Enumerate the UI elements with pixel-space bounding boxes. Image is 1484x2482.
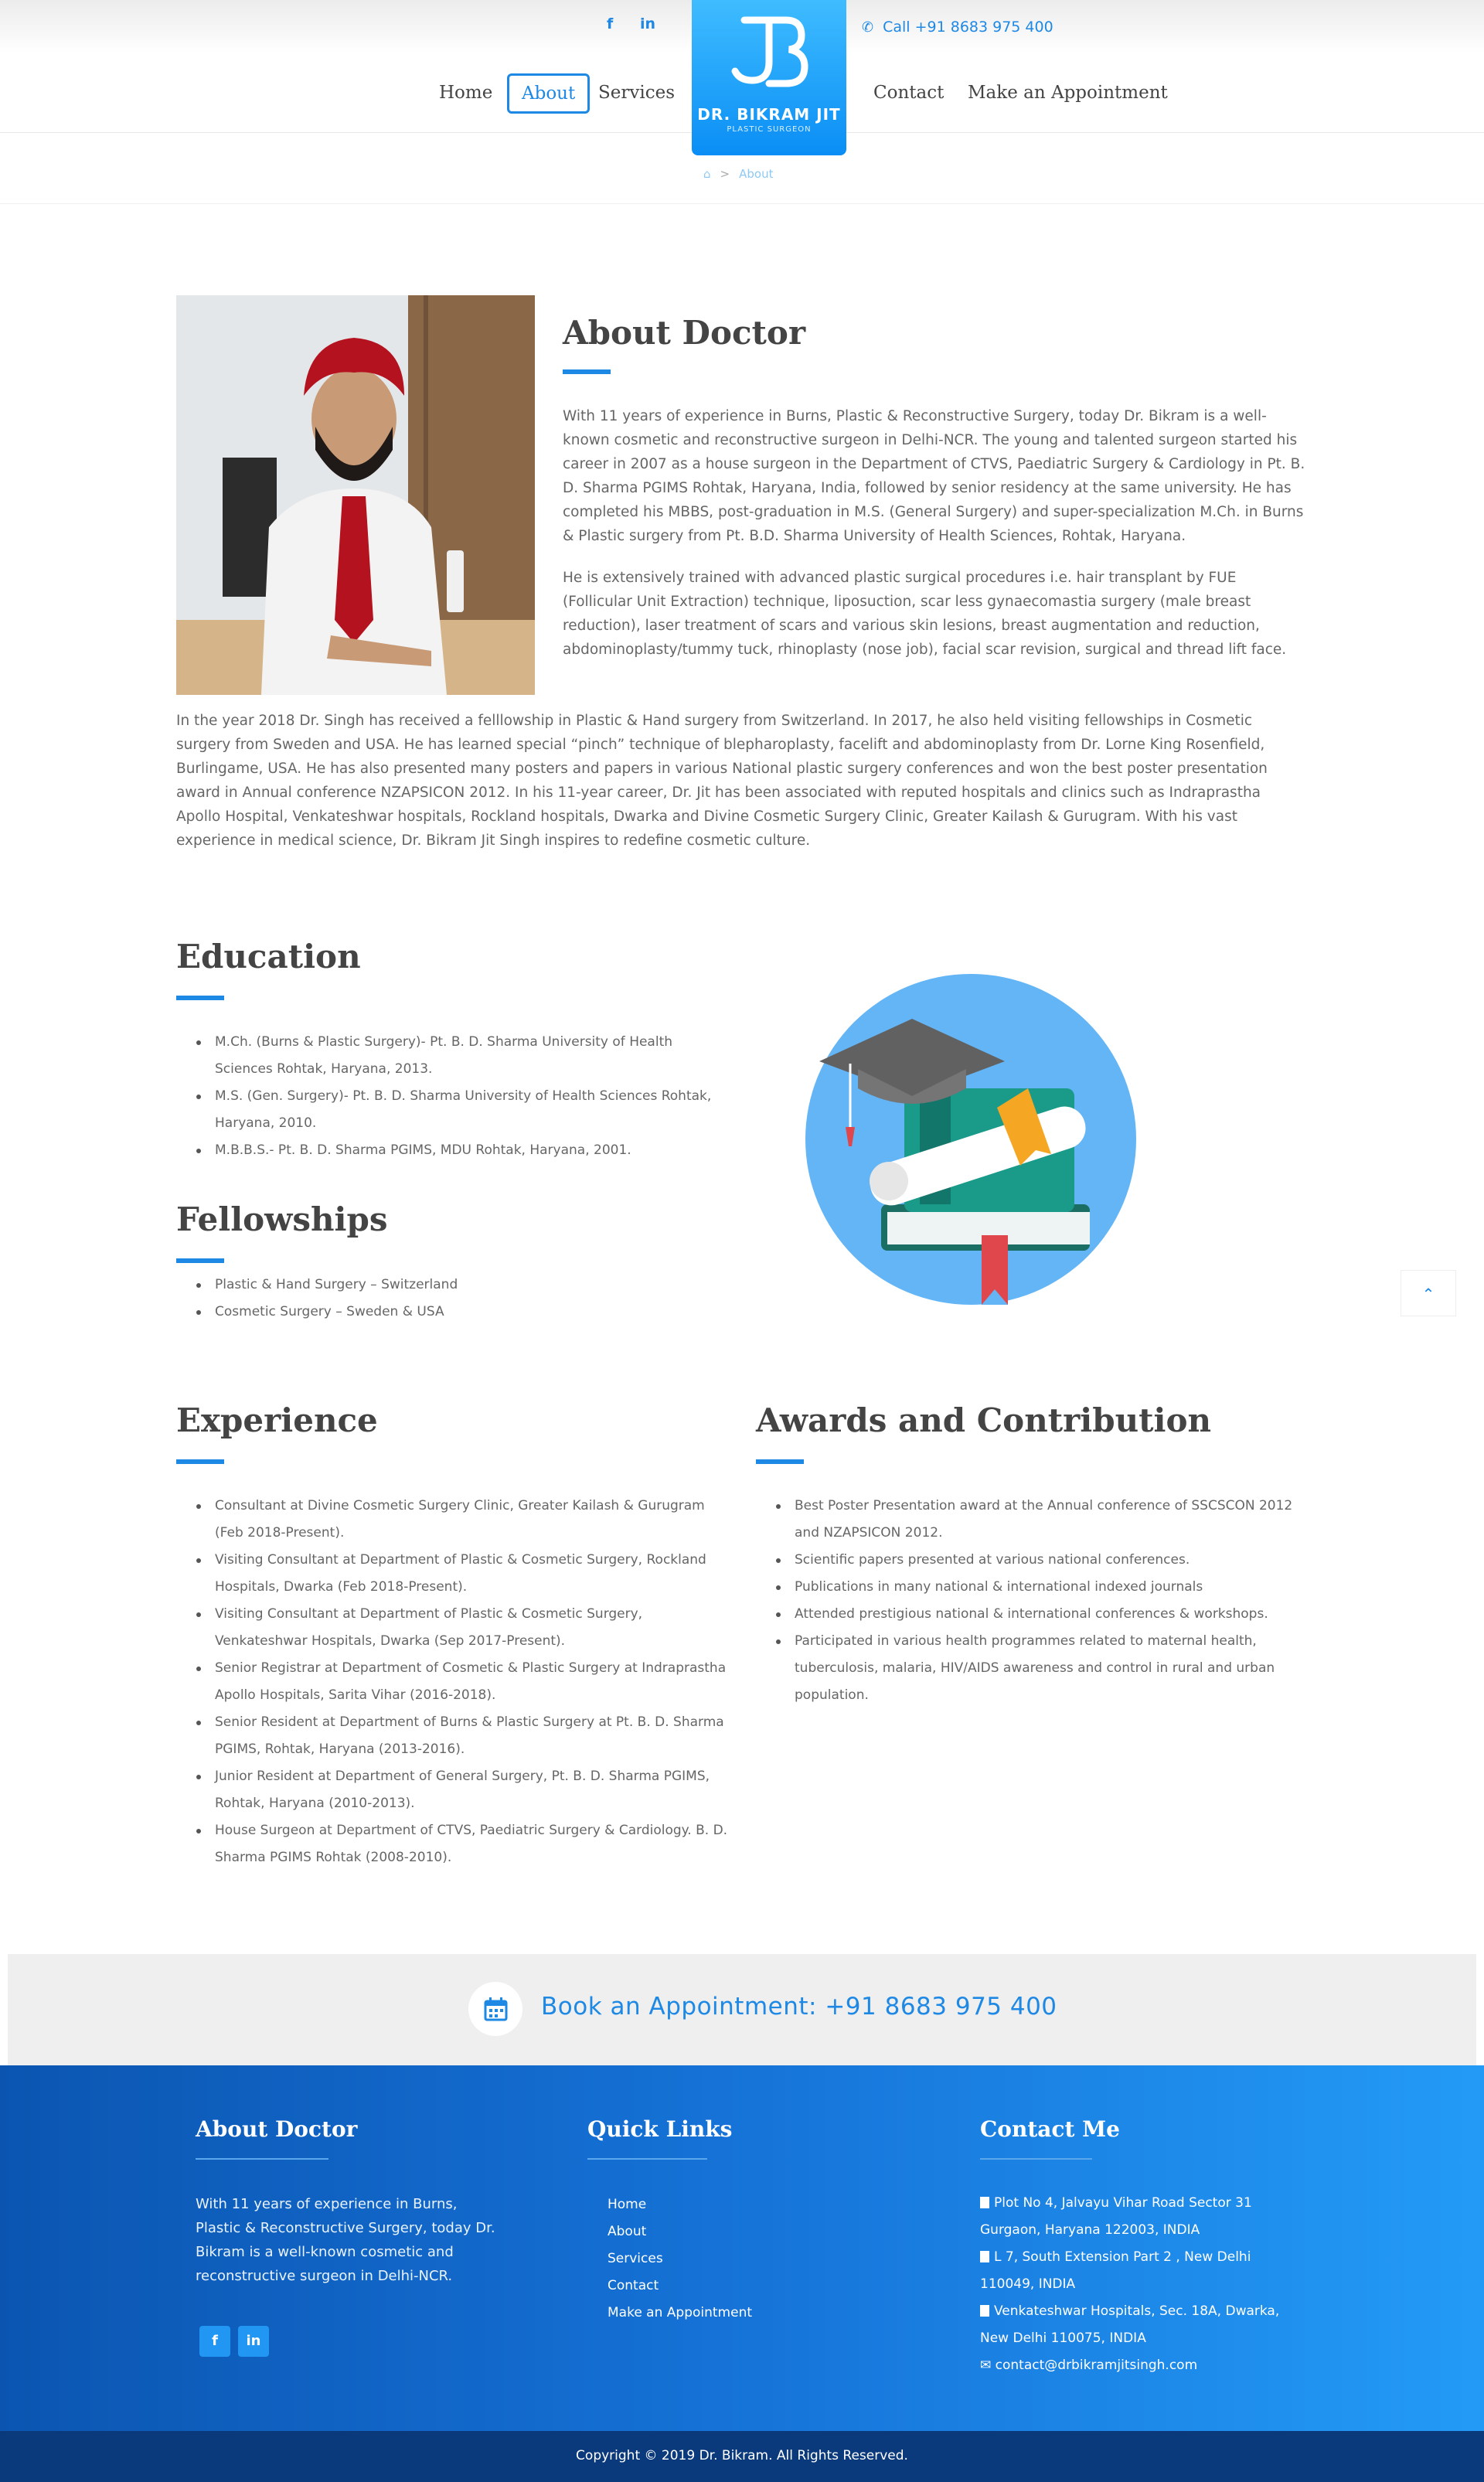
home-icon[interactable]: ⌂ bbox=[703, 167, 711, 181]
about-title-underline bbox=[563, 369, 611, 374]
logo-name: DR. BIKRAM JIT bbox=[697, 105, 841, 124]
logo-subtitle: PLASTIC SURGEON bbox=[727, 125, 812, 134]
education-title: Education bbox=[176, 938, 361, 975]
list-item: Participated in various health programmes related to maternal health, tuberculosis, malaria, HIV/AIDS awareness and control in rural and urban population. bbox=[756, 1628, 1312, 1709]
linkedin-icon[interactable]: in bbox=[640, 15, 656, 32]
list-item: Best Poster Presentation award at the Annual conference of SSCSCON 2012 and NZAPSICON 2012. bbox=[756, 1493, 1312, 1547]
about-paragraph-3: In the year 2018 Dr. Singh has received a felllowship in Plastic & Hand surgery from Switzerland. In 2017, he also held visiting fellowships in Cosmetic surgery from Sweden and USA. He has learned special “pinch” technique of blepharoplasty, facelift and abdominoplasty from Dr. Lorne King Rosenfield, Burlingame, USA. He has also presented many posters and papers in various National plastic surgery conferences and won the best poster presentation award in Annual conference NZAPSICON 2012. In his 11-year career, Dr. Jit has been associated with reputed hospitals and clinics such as Indraprastha Apollo Hospital, Venkateshwar hospitals, Rockland hospitals, Dwarka and Divine Cosmetic Surgery Clinic, Greater Kailash & Gurugram. With his vast experience in medical science, Dr. Bikram Jit Singh inspires to redefine cosmetic culture. bbox=[176, 713, 1268, 849]
site-logo[interactable] bbox=[692, 0, 846, 155]
copyright-bar bbox=[0, 2431, 1484, 2482]
list-item: Junior Resident at Department of General Surgery, Pt. B. D. Sharma PGIMS, Rohtak, Haryana (2010-2013). bbox=[176, 1763, 733, 1817]
list-item: Cosmetic Surgery – Sweden & USA bbox=[176, 1299, 733, 1326]
footer-about-underline bbox=[196, 2158, 328, 2160]
education-list bbox=[176, 1029, 733, 1164]
footer-links-underline bbox=[587, 2158, 707, 2160]
footer bbox=[0, 2065, 1484, 2431]
awards-list bbox=[756, 1493, 1312, 1709]
contact-address-3: Venkateshwar Hospitals, Sec. 18A, Dwarka, New Delhi 110075, INDIA bbox=[980, 2303, 1280, 2346]
list-item: Senior Registrar at Department of Cosmetic & Plastic Surgery at Indraprastha Apollo Hospitals, Sarita Vihar (2016-2018). bbox=[176, 1655, 733, 1709]
footer-linkedin-icon[interactable]: in bbox=[238, 2326, 269, 2357]
chevron-up-icon: ⌃ bbox=[1421, 1285, 1435, 1303]
booking-band bbox=[8, 1954, 1476, 2065]
list-item: Scientific papers presented at various national conferences. bbox=[756, 1547, 1312, 1574]
footer-contact-title: Contact Me bbox=[980, 2116, 1120, 2142]
book-appointment-link[interactable]: Book an Appointment: +91 8683 975 400 bbox=[541, 1993, 1057, 2021]
scroll-top-button[interactable] bbox=[1401, 1270, 1456, 1316]
copyright-text: Copyright © 2019 Dr. Bikram. All Rights Reserved. bbox=[576, 2448, 908, 2463]
logo-monogram-icon bbox=[723, 14, 815, 91]
about-paragraph-2: He is extensively trained with advanced plastic surgical procedures i.e. hair transplant by FUE (Follicular Unit Extraction) technique, liposuction, scar less gynaecomastia surgery (male breast reduction), laser treatment of scars and various skin lesions, breast augmentation and reduction, abdominoplasty/tummy tuck, rhinoplasty (nose job), facial scar revision, surgical and thread lift face. bbox=[563, 570, 1287, 658]
footer-link-contact[interactable]: Contact bbox=[608, 2278, 659, 2293]
list-item: Consultant at Divine Cosmetic Surgery Clinic, Greater Kailash & Gurugram (Feb 2018-Present). bbox=[176, 1493, 733, 1547]
doctor-photo bbox=[176, 295, 535, 695]
list-item: M.Ch. (Burns & Plastic Surgery)- Pt. B. D. Sharma University of Health Sciences Rohtak, Haryana, 2013. bbox=[176, 1029, 733, 1083]
nav-about[interactable]: About bbox=[507, 73, 590, 114]
footer-link-appointment[interactable]: Make an Appointment bbox=[608, 2305, 753, 2320]
footer-facebook-icon[interactable]: f bbox=[199, 2326, 230, 2357]
breadcrumb-separator: > bbox=[720, 167, 730, 181]
nav-contact[interactable]: Contact bbox=[873, 83, 945, 103]
footer-links-title: Quick Links bbox=[587, 2116, 733, 2142]
call-link[interactable] bbox=[862, 19, 1053, 36]
list-item: Publications in many national & international indexed journals bbox=[756, 1574, 1312, 1601]
about-paragraph-1: With 11 years of experience in Burns, Plastic & Reconstructive Surgery, today Dr. Bikram is a well-known cosmetic and reconstructive surgeon in Delhi-NCR. The young and talented surgeon started his career in 2007 as a house surgeon in the Department of CTVS, Paediatric Surgery & Cardiology in Pt. B. D. Sharma PGIMS Rohtak, Haryana, India, followed by senior residency at the same university. He has completed his MBBS, post-graduation in M.S. (General Surgery) and super-specialization M.Ch. in Burns & Plastic surgery from Pt. B.D. Sharma University of Health Sciences, Rohtak, Haryana. bbox=[563, 408, 1305, 544]
calendar-icon bbox=[468, 1982, 522, 2036]
building-icon bbox=[980, 2251, 989, 2262]
breadcrumb-current: About bbox=[739, 167, 774, 181]
about-title: About Doctor bbox=[563, 314, 806, 352]
nav-appointment[interactable]: Make an Appointment bbox=[968, 83, 1168, 103]
footer-about-title: About Doctor bbox=[196, 2116, 358, 2142]
contact-address-1: Plot No 4, Jalvayu Vihar Road Sector 31 Gurgaon, Haryana 122003, INDIA bbox=[980, 2195, 1252, 2238]
facebook-icon[interactable]: f bbox=[607, 15, 614, 32]
list-item: M.S. (Gen. Surgery)- Pt. B. D. Sharma University of Health Sciences Rohtak, Haryana, 2010. bbox=[176, 1083, 733, 1137]
footer-link-about[interactable]: About bbox=[608, 2224, 647, 2239]
experience-title-underline bbox=[176, 1459, 224, 1464]
footer-contact-underline bbox=[980, 2158, 1092, 2160]
graduation-illustration bbox=[804, 972, 1138, 1306]
list-item: House Surgeon at Department of CTVS, Paediatric Surgery & Cardiology. B. D. Sharma PGIMS Rohtak (2008-2010). bbox=[176, 1817, 733, 1871]
nav-home[interactable]: Home bbox=[439, 83, 493, 103]
list-item: Senior Resident at Department of Burns & Plastic Surgery at Pt. B. D. Sharma PGIMS, Rohtak, Haryana (2013-2016). bbox=[176, 1709, 733, 1763]
nav-services[interactable]: Services bbox=[598, 83, 676, 103]
education-title-underline bbox=[176, 996, 224, 1000]
list-item: Visiting Consultant at Department of Plastic & Cosmetic Surgery, Venkateshwar Hospitals, Dwarka (Sep 2017-Present). bbox=[176, 1601, 733, 1655]
contact-address-2: L 7, South Extension Part 2 , New Delhi 110049, INDIA bbox=[980, 2249, 1251, 2292]
footer-about-text: With 11 years of experience in Burns, Plastic & Reconstructive Surgery, today Dr. Bikram is a well-known cosmetic and reconstructive surgeon in Delhi-NCR. bbox=[196, 2196, 495, 2284]
call-text: Call +91 8683 975 400 bbox=[883, 19, 1053, 36]
awards-title-underline bbox=[756, 1459, 804, 1464]
building-icon bbox=[980, 2305, 989, 2317]
list-item: Attended prestigious national & international conferences & workshops. bbox=[756, 1601, 1312, 1628]
phone-icon: ✆ bbox=[862, 19, 874, 36]
list-item: Visiting Consultant at Department of Plastic & Cosmetic Surgery, Rockland Hospitals, Dwarka (Feb 2018-Present). bbox=[176, 1547, 733, 1601]
envelope-icon: ✉ bbox=[980, 2358, 996, 2373]
footer-link-home[interactable]: Home bbox=[608, 2197, 647, 2212]
list-item: Plastic & Hand Surgery – Switzerland bbox=[176, 1272, 733, 1299]
breadcrumb bbox=[703, 167, 773, 181]
experience-title: Experience bbox=[176, 1401, 378, 1439]
contact-email[interactable]: ✉ contact@drbikramjitsingh.com bbox=[980, 2358, 1198, 2373]
fellowships-list bbox=[176, 1272, 733, 1326]
fellowships-title: Fellowships bbox=[176, 1200, 388, 1238]
list-item: M.B.B.S.- Pt. B. D. Sharma PGIMS, MDU Rohtak, Haryana, 2001. bbox=[176, 1137, 733, 1164]
footer-link-services[interactable]: Services bbox=[608, 2251, 663, 2266]
awards-title: Awards and Contribution bbox=[756, 1401, 1212, 1439]
fellowships-title-underline bbox=[176, 1258, 224, 1263]
building-icon bbox=[980, 2197, 989, 2208]
experience-list bbox=[176, 1493, 733, 1871]
